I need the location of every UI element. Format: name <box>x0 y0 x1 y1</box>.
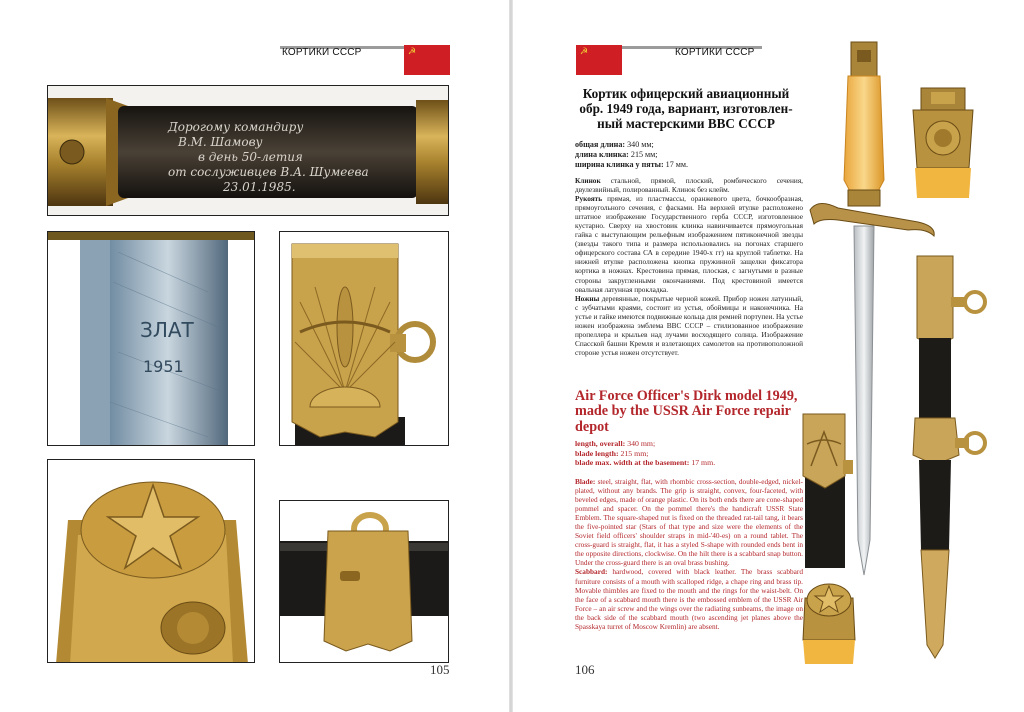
spec-row: ширина клинка у пяты: 17 мм. <box>575 159 689 169</box>
scabbard-ring-mount-photo <box>279 500 449 663</box>
page-number: 106 <box>575 662 595 677</box>
engraved-handle-photo <box>47 85 449 216</box>
scabbard-chape-emblem-photo <box>279 231 449 446</box>
left-page <box>0 0 509 712</box>
inscription-line: в день 50-летия <box>198 150 303 164</box>
pommel-emblem-photo <box>907 86 979 198</box>
inscription-line: от сослуживцев В.А. Шумеева <box>168 165 369 179</box>
spec-row: blade max. width at the basement: 17 mm. <box>575 458 716 467</box>
running-head-text: КОРТИКИ СССР <box>675 47 755 58</box>
right-page <box>513 0 1024 712</box>
inscription-line: 23.01.1985. <box>223 180 296 194</box>
paragraph: Blade: steel, straight, flat, with rhombic cross-section, double-edged, nickel-plated, without any brands. The grip is straight, convex, four-faceted, with beveled edges, made of orange plastic. On its both ends there are cone-shaped pommel and spacer. On the pommel there's the handicraft USSR State Emblem. The square-shaped nut is fixed on the threaded rat-tail tang, it bears the five-pointed star (Stars of that type and size were the elements of the Soviet field officers' shoulder straps in mid-'40-es) on a round tablet. The cross-guard is straight, flat, it has a styled S-shape with rounded ends bent in the opposite directions, clockwise. On the hilt there is a scabbard snap button. Under the cross-guard there is an oval brass bushing. <box>575 477 803 568</box>
blade-maker-mark: ЗЛАТ <box>140 318 194 342</box>
scabbard-mouth-closeup-photo <box>797 410 857 570</box>
spec-row: length, overall: 340 mm; <box>575 439 656 448</box>
russian-specs <box>575 140 803 170</box>
spec-row: длина клинка: 215 мм; <box>575 149 658 159</box>
russian-description <box>575 176 803 357</box>
inscription-line: Дорогому командиру <box>168 120 304 134</box>
running-head-left <box>0 44 509 76</box>
paragraph: Рукоять прямая, из пластмассы, оранжевого цвета, бочкообразная, прямоугольного сечения, с фасками. На верхней втулке расположено штатное изображение Государственного герба СССР, изготовленное кустарно. Сверху на хвостовик клинка навинчивается прямоугольная гайка с выступающим рельефным изображением пятиконечной звезды (звезды такого типа и размера использовались на погонах старшего офицерского состава СА в середине 1940-х гг) на круглой таблетке. На нижней втулке расположена кнопка пружинной защелки фиксатора кортика в ножнах. Крестовина прямая, плоская, с загнутыми в разные стороны закругленными окончаниями. Под крестовиной имеется овальная латунная прокладка. <box>575 194 804 294</box>
scabbard-photo <box>911 250 1001 660</box>
english-description <box>575 477 803 631</box>
spec-row: общая длина: 340 мм; <box>575 140 654 149</box>
russian-title: Кортик офицерский авиационный обр. 1949 года, вариант, изготовленный мастерскими ВВС СССР <box>579 86 793 132</box>
blade-stamp-photo <box>47 231 255 446</box>
soviet-flag-icon: ☭ <box>404 45 450 75</box>
paragraph: Ножны деревянные, покрытые черной кожей. Прибор ножен латунный, с зубчатыми краями, состоит из устья, обоймицы и наконечника. На устье и гайке имеются подвижные кольца для ремней портупеи. На устье ножен изображена эмблема ВВС СССР – стилизованное изображение пропеллера и крыльев над лучами восходящего солнца. Изображение Спасской башни Кремля и взлетающих самолетов на противоположной стороне устья ножен отсутствует. <box>575 293 803 357</box>
page-number: 105 <box>430 662 450 677</box>
paragraph: Клинок стальной, прямой, плоский, ромбического сечения, двулезвийный, полированный. Клинок без клейм. <box>575 176 803 195</box>
paragraph: Scabbard: hardwood, covered with black leather. The brass scabbard furniture consists of a mouth with scalloped ridge, a chape ring and brass tip. Movable thimbles are fixed to the mouth and the rings for the waist-belt. On the face of a scabbard mouth there is the embossed emblem of the USSR Air Force – an air screw and the wings over the radiating sunbeams, the image on the back side of the scabbard mouth (two ascending jet planes above the Spasskaya turret of Moscow Kremlin) are absent. <box>575 567 803 631</box>
blade-year-mark: 1951 <box>143 357 184 376</box>
pommel-star-closeup-photo <box>799 578 859 664</box>
running-head-text: КОРТИКИ СССР <box>282 47 362 58</box>
pommel-star-photo <box>47 459 255 663</box>
spec-row: blade length: 215 mm; <box>575 448 649 458</box>
inscription-line: В.М. Шамову <box>178 135 263 149</box>
soviet-flag-icon: ☭ <box>576 45 622 75</box>
english-specs <box>575 439 803 468</box>
english-title: Air Force Officer's Dirk model 1949, made by the USSR Air Force repair depot <box>575 388 798 435</box>
